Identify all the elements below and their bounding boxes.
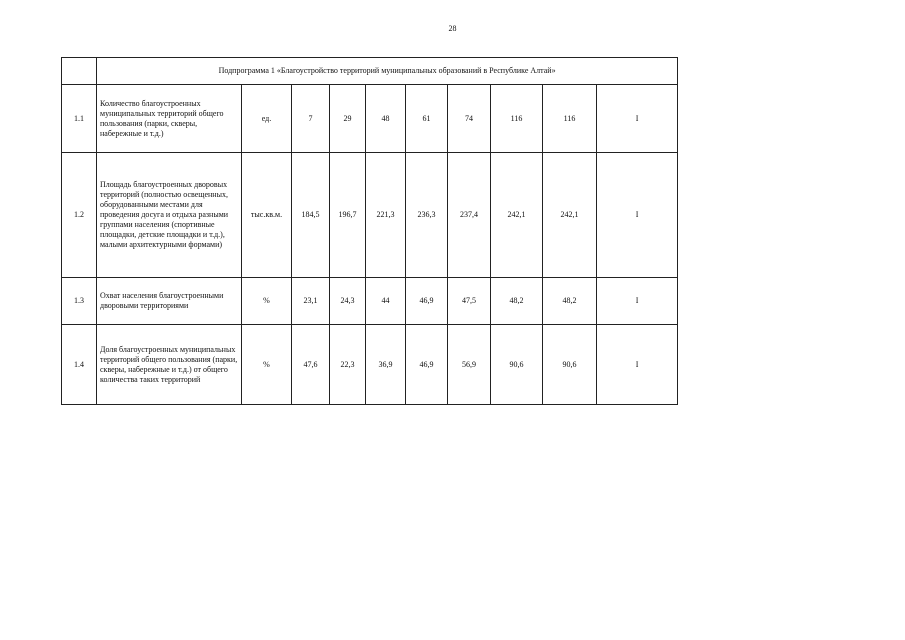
value-cell: 23,1 — [292, 278, 330, 325]
unit-cell: % — [242, 278, 292, 325]
value-cell: 236,3 — [406, 153, 448, 278]
unit-cell: ед. — [242, 85, 292, 153]
value-cell: 24,3 — [330, 278, 366, 325]
value-cell: 46,9 — [406, 325, 448, 405]
value-cell: 242,1 — [491, 153, 543, 278]
value-cell: 47,6 — [292, 325, 330, 405]
table-row — [62, 325, 678, 405]
last-cell: I — [597, 153, 678, 278]
value-cell: 196,7 — [330, 153, 366, 278]
table-row — [62, 153, 678, 278]
value-cell: 46,9 — [406, 278, 448, 325]
last-cell: I — [597, 85, 678, 153]
page-number: 28 — [448, 24, 457, 33]
unit-cell: тыс.кв.м. — [242, 153, 292, 278]
subprogram-header-row — [62, 58, 678, 85]
row-number: 1.4 — [62, 325, 97, 405]
value-cell: 90,6 — [491, 325, 543, 405]
value-cell: 116 — [491, 85, 543, 153]
value-cell: 22,3 — [330, 325, 366, 405]
value-cell: 29 — [330, 85, 366, 153]
value-cell: 221,3 — [366, 153, 406, 278]
indicator-name: Доля благоустроенных муниципальных территорий общего пользования (парки, скверы, набережные и т.д.) от общего количества таких территорий — [97, 325, 242, 405]
indicator-name: Площадь благоустроенных дворовых территорий (полностью освещенных, оборудованными местами для проведения досуга и отдыха разными группами населения (спортивные площадки, детские площадки и т.д.), малыми архитектурными формами) — [97, 153, 242, 278]
value-cell: 61 — [406, 85, 448, 153]
value-cell: 56,9 — [448, 325, 491, 405]
row-number: 1.1 — [62, 85, 97, 153]
value-cell: 36,9 — [366, 325, 406, 405]
value-cell: 48 — [366, 85, 406, 153]
value-cell: 90,6 — [543, 325, 597, 405]
value-cell: 184,5 — [292, 153, 330, 278]
last-cell: I — [597, 325, 678, 405]
indicators-table — [61, 57, 678, 405]
last-cell: I — [597, 278, 678, 325]
unit-cell: % — [242, 325, 292, 405]
value-cell: 7 — [292, 85, 330, 153]
value-cell: 242,1 — [543, 153, 597, 278]
table-row — [62, 278, 678, 325]
value-cell: 48,2 — [543, 278, 597, 325]
subprogram-title: Подпрограмма 1 «Благоустройство территорий муниципальных образований в Республике Алтай» — [97, 58, 678, 85]
table-row — [62, 85, 678, 153]
row-number: 1.2 — [62, 153, 97, 278]
row-number: 1.3 — [62, 278, 97, 325]
value-cell: 237,4 — [448, 153, 491, 278]
empty-cell — [62, 58, 97, 85]
value-cell: 74 — [448, 85, 491, 153]
indicator-name: Количество благоустроенных муниципальных территорий общего пользования (парки, скверы, набережные и т.д.) — [97, 85, 242, 153]
value-cell: 116 — [543, 85, 597, 153]
indicator-name: Охват населения благоустроенными дворовыми территориями — [97, 278, 242, 325]
value-cell: 44 — [366, 278, 406, 325]
value-cell: 47,5 — [448, 278, 491, 325]
value-cell: 48,2 — [491, 278, 543, 325]
